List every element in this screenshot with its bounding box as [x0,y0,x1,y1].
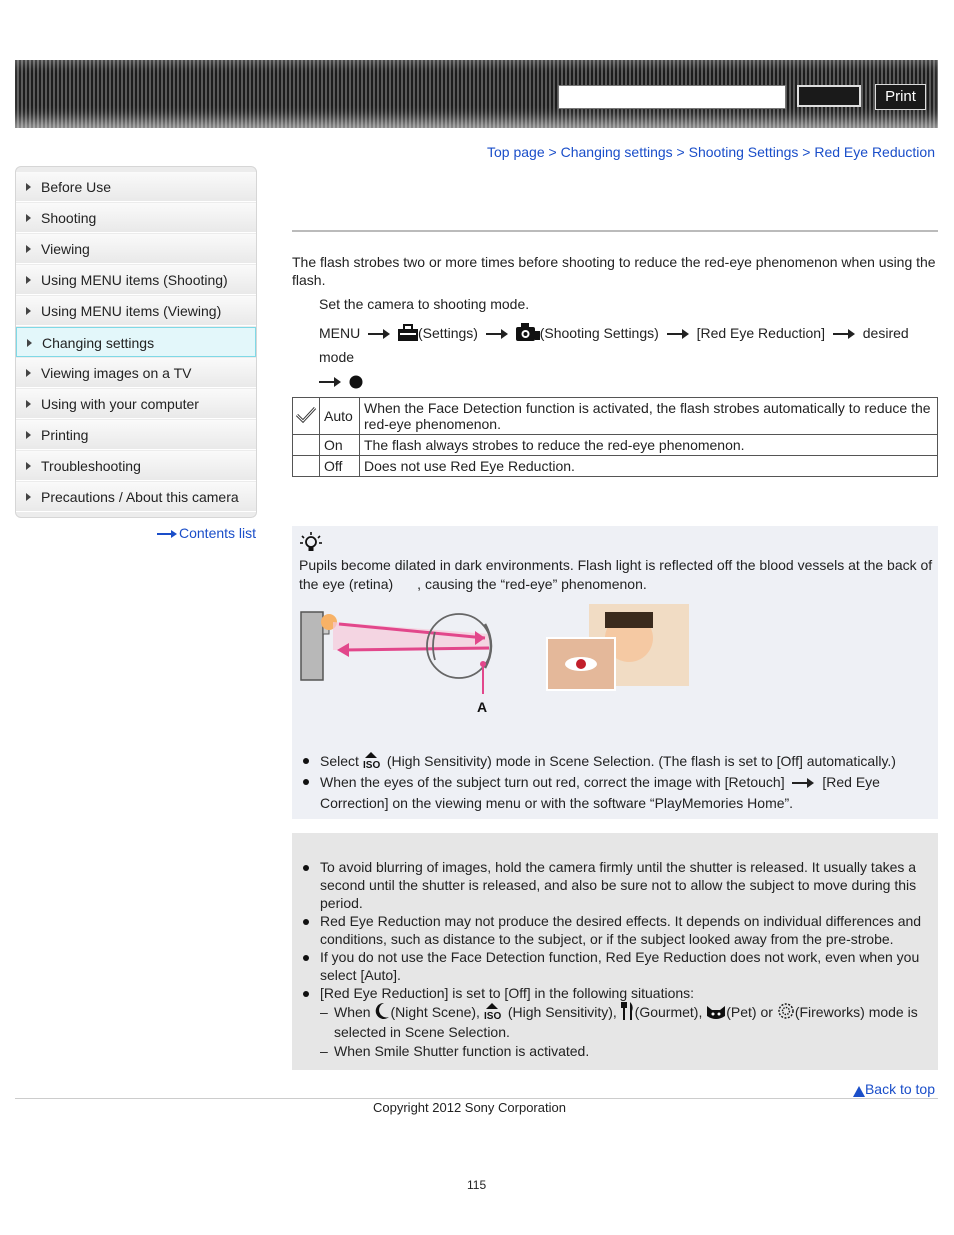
high-sensitivity-iso-icon [484,1002,508,1020]
breadcrumb-separator: > [544,144,561,160]
moon-night-scene-icon [374,1002,390,1020]
subitem-text: (Fireworks) mode is selected in Scene Selection. [334,1004,918,1040]
sidebar-item-viewing-tv[interactable] [16,358,256,388]
arrow-right-icon [833,329,855,339]
sidebar-item-label: Using MENU items (Viewing) [41,303,222,319]
red-eye-illustration [299,604,709,724]
mode-name: Auto [320,398,360,435]
sidebar-item-label: Viewing [41,241,90,257]
menu-label: MENU [319,325,361,341]
mode-description: Does not use Red Eye Reduction. [360,456,938,477]
sidebar-item-label: Troubleshooting [41,458,141,474]
sidebar-item-menu-shooting[interactable] [16,265,256,295]
back-to-top-link[interactable] [853,1081,935,1097]
sidebar-item-label: Changing settings [42,335,155,351]
print-button[interactable]: Print [875,84,926,110]
sidebar-item-label: Using MENU items (Shooting) [41,272,228,288]
hint-bullets [300,751,930,814]
sidebar-item-label: Shooting [41,210,97,226]
bullet-text: When the eyes of the subject turn out red, correct the image with [Retouch] [320,774,785,790]
subitem-text: (Gourmet), [634,1004,703,1020]
sidebar-item-printing[interactable] [16,420,256,450]
subitem-text: (High Sensitivity), [507,1004,617,1020]
sidebar-item-viewing[interactable] [16,234,256,264]
desired-mode-label: desired mode [319,325,909,365]
fireworks-icon [777,1002,795,1020]
mode-table [292,397,938,477]
list-item [300,751,930,772]
search-input[interactable] [558,85,786,109]
table-row [293,398,938,435]
contents-list-label: Contents list [179,525,257,541]
sidebar-item-menu-viewing[interactable] [16,296,256,326]
table-row [293,435,938,456]
breadcrumb-red-eye-reduction[interactable]: Red Eye Reduction [814,144,935,160]
copyright: Copyright 2012 Sony Corporation [373,1100,566,1115]
triangle-right-icon [26,462,31,470]
breadcrumb-shooting-settings[interactable]: Shooting Settings [688,144,799,160]
svg-text:ISO: ISO [483,1011,502,1020]
fork-knife-gourmet-icon [621,1002,635,1020]
breadcrumb-separator: > [798,144,815,160]
list-item: To avoid blurring of images, hold the camera firmly until the shutter is released. It usually takes a second until the shutter is released, and also be sure not to allow the subject to move during this period. [300,858,930,912]
list-subitem: – When Smile Shutter function is activated. [300,1042,930,1060]
subitem-text: When [334,1004,371,1020]
list-subitem [300,1002,930,1042]
checkmark-icon [296,406,316,424]
mode-description: The flash always strobes to reduce the red-eye phenomenon. [360,435,938,456]
default-check-cell [293,456,320,477]
triangle-right-icon [26,214,31,222]
list-item: If you do not use the Face Detection function, Red Eye Reduction does not work, even when you select [Auto]. [300,948,930,984]
settings-label: (Settings) [418,325,478,341]
arrow-right-icon [667,329,689,339]
bullet-text: Select [320,753,359,769]
lightbulb-hint-icon [300,532,322,554]
sidebar-item-label: Before Use [41,179,112,195]
label-a: A [477,699,488,715]
hint-box [292,526,938,819]
search-button[interactable] [797,85,861,107]
sidebar-item-label: Using with your computer [41,396,199,412]
arrow-right-icon [792,778,814,788]
bullet-text: (High Sensitivity) mode in Scene Selection. (The flash is set to [Off] automatically.) [386,753,896,769]
default-check-cell [293,398,320,435]
sidebar-item-label: Printing [41,427,89,443]
triangle-right-icon [26,493,31,501]
triangle-right-icon [26,369,31,377]
cat-pet-icon [706,1004,726,1020]
title-divider [292,230,938,232]
intro-paragraph: The flash strobes two or more times before shooting to reduce the red-eye phenomenon when using the flash. [292,254,936,288]
triangle-right-icon [26,183,31,191]
toolbox-settings-icon [398,324,418,341]
list-item: Red Eye Reduction may not produce the desired effects. It depends on individual differences and conditions, such as distance to the subject, or if the subject looked away from the pre-strobe. [300,912,930,948]
sidebar-item-computer[interactable] [16,389,256,419]
camera-settings-icon [516,323,540,341]
list-item: [Red Eye Reduction] is set to [Off] in the following situations: [300,984,930,1002]
red-eye-reduction-label: [Red Eye Reduction] [696,325,825,341]
subitem-text: (Pet) or [726,1004,773,1020]
high-sensitivity-iso-icon [363,751,387,769]
triangle-right-icon [26,307,31,315]
notes-bullets [300,858,930,1060]
contents-list-link[interactable] [157,525,256,541]
notes-box [292,833,938,1070]
mode-name: On [320,435,360,456]
triangle-up-icon [853,1086,865,1097]
back-to-top-label: Back to top [864,1081,935,1097]
breadcrumb-separator: > [672,144,689,160]
triangle-right-icon [26,400,31,408]
subitem-text: (Night Scene), [390,1004,480,1020]
center-button-icon [349,375,363,389]
footer-divider [15,1098,938,1099]
hint-text-part: Pupils become dilated in dark environments. Flash light is reflected off the blood vessels at the back of the eye (retina) [299,557,933,592]
arrow-right-icon [486,329,508,339]
sidebar-item-label: Precautions / About this camera [41,489,239,505]
triangle-right-icon [26,431,31,439]
sidebar-item-before-use[interactable] [16,172,256,202]
arrow-right-icon [319,377,341,387]
sidebar-nav [15,166,257,518]
step-2 [319,321,939,393]
page-number: 115 [467,1178,487,1192]
default-check-cell [293,435,320,456]
bullet-text: [Red Eye Correction] on the viewing menu or with the software “PlayMemories Home”. [320,774,880,811]
arrow-right-icon [368,329,390,339]
triangle-right-icon [26,276,31,284]
mode-name: Off [320,456,360,477]
mode-description: When the Face Detection function is activated, the flash strobes automatically to reduce the red-eye phenomenon. [360,398,938,435]
triangle-right-icon [27,339,32,347]
breadcrumb-changing-settings[interactable]: Changing settings [560,144,673,160]
svg-text:ISO: ISO [362,760,381,769]
sidebar-item-shooting[interactable] [16,203,256,233]
step-1: Set the camera to shooting mode. [319,296,530,312]
triangle-right-icon [26,245,31,253]
sidebar-item-troubleshooting[interactable] [16,451,256,481]
arrow-right-icon [157,530,177,538]
table-row [293,456,938,477]
sidebar-item-precautions[interactable] [16,482,256,512]
hint-text-part: , causing the “red-eye” phenomenon. [417,576,647,592]
sidebar-item-changing-settings[interactable] [16,327,256,357]
list-item [300,772,930,814]
breadcrumb-top-page[interactable]: Top page [487,144,545,160]
shooting-settings-label: (Shooting Settings) [539,325,659,341]
sidebar-item-label: Viewing images on a TV [41,365,192,381]
breadcrumb [487,144,935,160]
hint-text [299,556,934,594]
